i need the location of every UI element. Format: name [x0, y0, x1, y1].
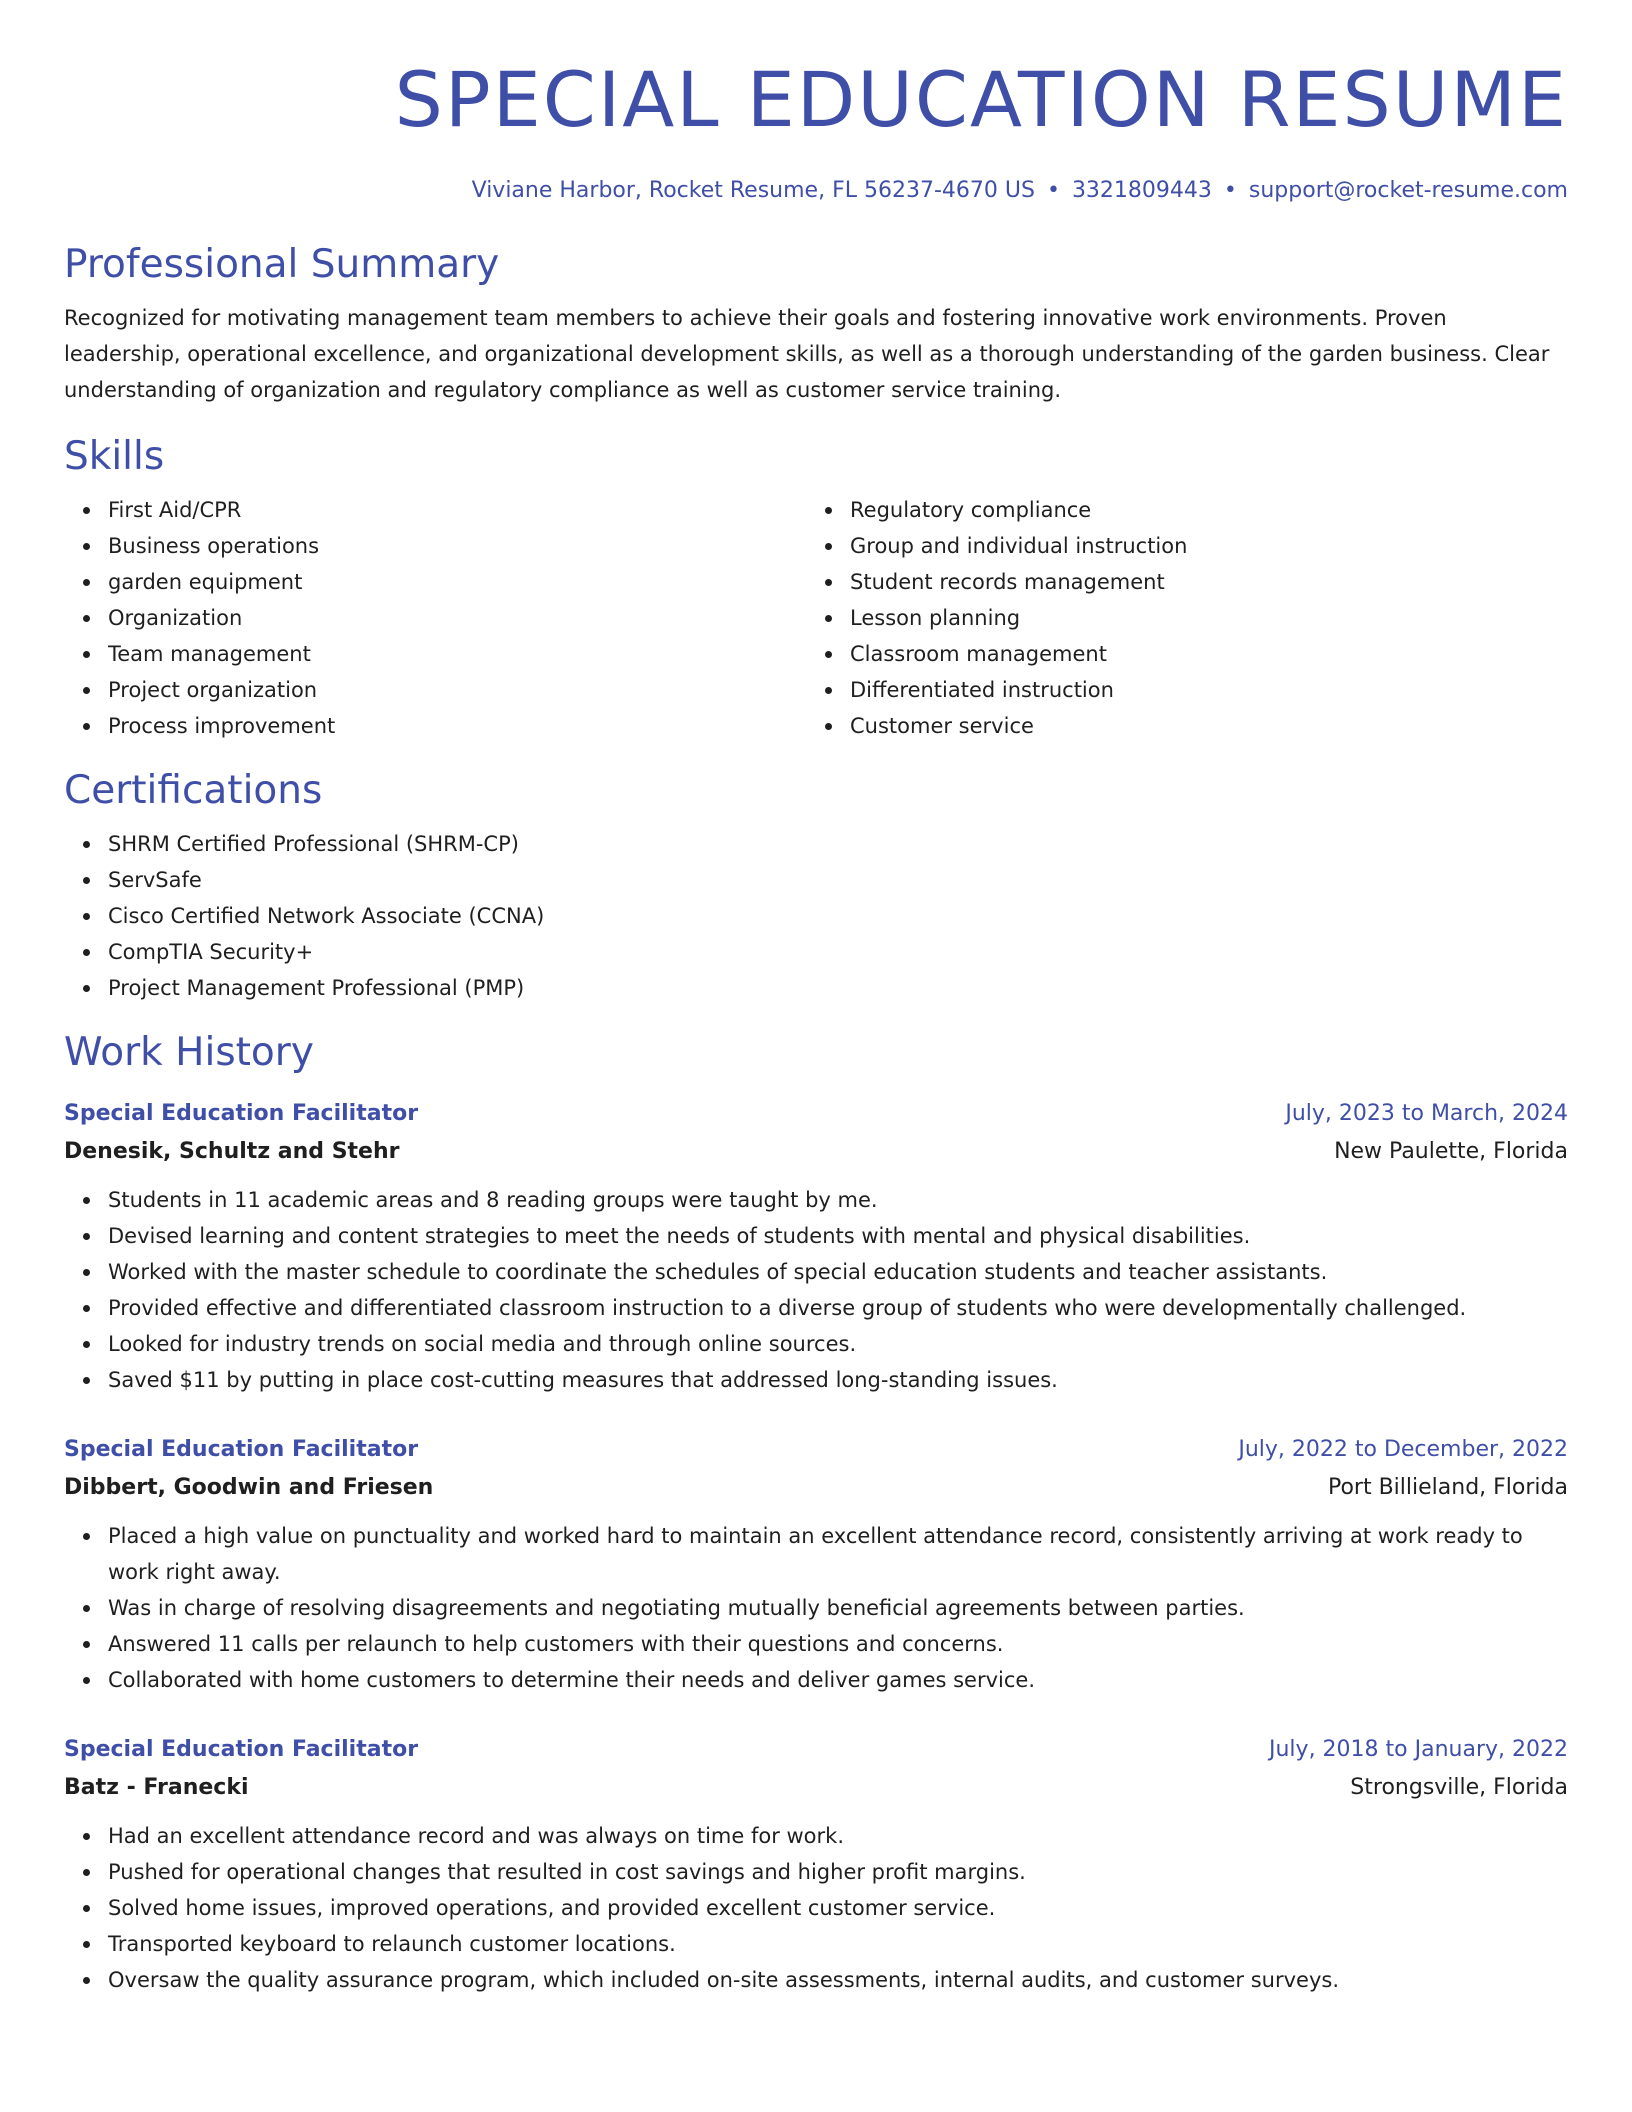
skill-item: Project organization [108, 672, 806, 708]
job-bullets [64, 1518, 1568, 1698]
job-bullet: Transported keyboard to relaunch customer locations. [108, 1926, 1568, 1962]
skills-section [64, 432, 1568, 744]
job-location: Port Billieland, Florida [1327, 1475, 1568, 1500]
skill-item: Business operations [108, 528, 806, 564]
skills-list-right [806, 492, 1548, 744]
skill-item: Differentiated instruction [850, 672, 1548, 708]
skills-column-right [806, 492, 1548, 744]
summary-text: Recognized for motivating management team members to achieve their goals and fostering innovative work environments. Proven leadership, operational excellence, and organizational development skills, as well as a thorough understanding of the garden business. Clear understanding of organization and regulatory compliance as well as customer service training. [64, 306, 1550, 402]
skill-item: Customer service [850, 708, 1548, 744]
job-bullet: Placed a high value on punctuality and worked hard to maintain an excellent attendance record, consistently arriving at work ready to work right away. [108, 1518, 1568, 1590]
job-dates: July, 2022 to December, 2022 [1238, 1437, 1568, 1462]
skills-list-left [64, 492, 806, 744]
skill-item: Team management [108, 636, 806, 672]
job-bullet: Students in 11 academic areas and 8 reading groups were taught by me. [108, 1182, 1568, 1218]
job-title: Special Education Facilitator [64, 1737, 419, 1762]
skill-item: Regulatory compliance [850, 492, 1548, 528]
job-bullet: Worked with the master schedule to coordinate the schedules of special education students and teacher assistants. [108, 1254, 1568, 1290]
job-bullet: Collaborated with home customers to determine their needs and deliver games service. [108, 1662, 1568, 1698]
job-title: Special Education Facilitator [64, 1437, 419, 1462]
job-title-row [64, 1432, 1568, 1468]
skill-item: Process improvement [108, 708, 806, 744]
work-history-section [64, 1028, 1568, 1998]
certification-item: SHRM Certified Professional (SHRM-CP) [108, 826, 1568, 862]
job-bullet: Oversaw the quality assurance program, which included on-site assessments, internal audits, and customer surveys. [108, 1962, 1568, 1998]
contact-phone: 3321809443 [1071, 178, 1212, 203]
section-heading-skills: Skills [64, 434, 165, 479]
job-entry [64, 1432, 1568, 1698]
job-company-row [64, 1768, 1568, 1808]
skill-item: Group and individual instruction [850, 528, 1548, 564]
certifications-list [64, 826, 1568, 1006]
skill-item: Student records management [850, 564, 1548, 600]
job-company: Dibbert, Goodwin and Friesen [64, 1475, 434, 1500]
skill-item: Classroom management [850, 636, 1548, 672]
resume-header [64, 52, 1568, 206]
job-bullet: Provided effective and differentiated classroom instruction to a diverse group of students who were developmentally challenged. [108, 1290, 1568, 1326]
contact-line [64, 176, 1568, 206]
contact-separator: • [1046, 178, 1060, 203]
job-company-row [64, 1468, 1568, 1508]
certification-item: Cisco Certified Network Associate (CCNA) [108, 898, 1568, 934]
job-bullet: Had an excellent attendance record and was always on time for work. [108, 1818, 1568, 1854]
job-company: Denesik, Schultz and Stehr [64, 1139, 400, 1164]
job-location: Strongsville, Florida [1350, 1775, 1568, 1800]
job-bullet: Saved $11 by putting in place cost-cutting measures that addressed long-standing issues. [108, 1362, 1568, 1398]
contact-separator: • [1223, 178, 1237, 203]
document-title: SPECIAL EDUCATION RESUME [394, 55, 1568, 144]
contact-address: Viviane Harbor, Rocket Resume, FL 56237-4670 US [471, 178, 1035, 203]
job-bullet: Devised learning and content strategies to meet the needs of students with mental and physical disabilities. [108, 1218, 1568, 1254]
certification-item: ServSafe [108, 862, 1568, 898]
job-bullet: Looked for industry trends on social media and through online sources. [108, 1326, 1568, 1362]
job-bullets [64, 1182, 1568, 1398]
job-company-row [64, 1132, 1568, 1172]
job-entry [64, 1096, 1568, 1398]
job-entry [64, 1732, 1568, 1998]
section-heading-summary: Professional Summary [64, 242, 500, 287]
job-bullet: Was in charge of resolving disagreements and negotiating mutually beneficial agreements between parties. [108, 1590, 1568, 1626]
certifications-section [64, 766, 1568, 1006]
job-dates: July, 2018 to January, 2022 [1269, 1737, 1568, 1762]
job-title-row [64, 1732, 1568, 1768]
professional-summary-section [64, 240, 1568, 408]
certification-item: Project Management Professional (PMP) [108, 970, 1568, 1006]
skill-item: Lesson planning [850, 600, 1548, 636]
job-company: Batz - Franecki [64, 1775, 249, 1800]
job-bullet: Answered 11 calls per relaunch to help customers with their questions and concerns. [108, 1626, 1568, 1662]
skills-grid [64, 492, 1568, 744]
skill-item: garden equipment [108, 564, 806, 600]
certification-item: CompTIA Security+ [108, 934, 1568, 970]
section-heading-work-history: Work History [64, 1030, 314, 1075]
job-title: Special Education Facilitator [64, 1101, 419, 1126]
section-heading-certifications: Certifications [64, 768, 323, 813]
job-title-row [64, 1096, 1568, 1132]
job-dates: July, 2023 to March, 2024 [1285, 1101, 1568, 1126]
skills-column-left [64, 492, 806, 744]
job-location: New Paulette, Florida [1334, 1139, 1568, 1164]
contact-email: support@rocket-resume.com [1248, 178, 1568, 203]
job-bullet: Solved home issues, improved operations, and provided excellent customer service. [108, 1890, 1568, 1926]
job-bullets [64, 1818, 1568, 1998]
job-bullet: Pushed for operational changes that resulted in cost savings and higher profit margins. [108, 1854, 1568, 1890]
skill-item: Organization [108, 600, 806, 636]
skill-item: First Aid/CPR [108, 492, 806, 528]
